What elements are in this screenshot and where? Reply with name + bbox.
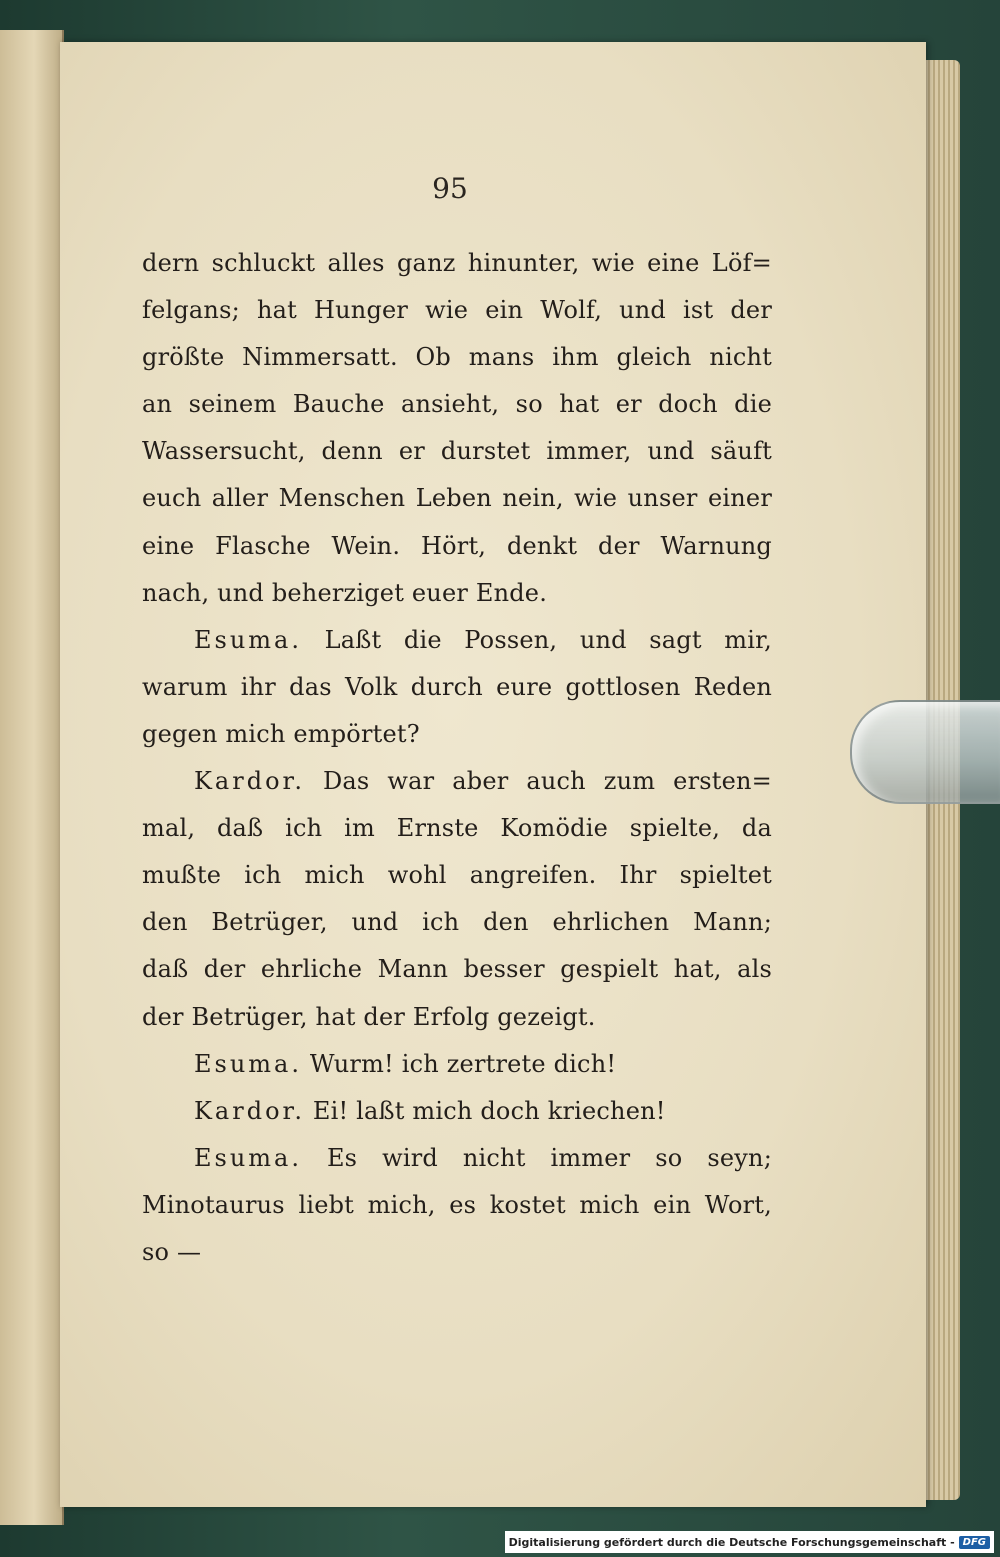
text-line xyxy=(142,758,772,805)
text-line xyxy=(142,570,772,617)
line-text: den Betrüger, und ich den ehrlichen Mann; xyxy=(142,908,772,937)
line-text: dern schluckt alles ganz hinunter, wie eine Löf= xyxy=(142,249,772,277)
line-text: mußte ich mich wohl angreifen. Ihr spieltet xyxy=(142,861,772,890)
line-text: eine Flasche Wein. Hört, denkt der Warnung xyxy=(142,531,772,560)
text-line xyxy=(142,805,772,852)
line-text: felgans; hat Hunger wie ein Wolf, und ist der xyxy=(142,296,772,325)
line-text: nach, und beherziget euer Ende. xyxy=(142,578,548,607)
line-text: Ei! laßt mich doch kriechen! xyxy=(312,1096,666,1125)
text-line xyxy=(142,994,772,1041)
page-clip-icon xyxy=(850,700,1000,804)
speaker-name: Esuma. xyxy=(194,1143,302,1172)
line-text: so — xyxy=(142,1237,202,1266)
line-text: warum ihr das Volk durch eure gottlosen Reden xyxy=(142,672,772,701)
text-line xyxy=(142,617,772,664)
page-text xyxy=(142,240,772,1276)
text-line xyxy=(142,899,772,946)
speaker-name: Kardor. xyxy=(194,1096,305,1125)
line-text: Minotaurus liebt mich, es kostet mich ein Wort, xyxy=(142,1190,772,1219)
text-line xyxy=(142,334,772,381)
speaker-name: Kardor. xyxy=(194,767,305,796)
text-line xyxy=(142,1229,772,1276)
text-line xyxy=(142,475,772,522)
credit-text: Digitalisierung gefördert durch die Deutsche Forschungsgemeinschaft - xyxy=(508,1535,955,1549)
text-line xyxy=(142,711,772,758)
line-text: der Betrüger, hat der Erfolg gezeigt. xyxy=(142,1002,596,1031)
line-text: euch aller Menschen Leben nein, wie unser einer xyxy=(142,484,772,513)
text-line xyxy=(142,1182,772,1229)
text-line xyxy=(142,428,772,475)
line-text: Laßt die Possen, und sagt mir, xyxy=(324,625,772,654)
left-page-edge xyxy=(0,30,64,1525)
line-text: daß der ehrliche Mann besser gespielt hat, als xyxy=(142,955,772,984)
text-line xyxy=(142,1041,772,1088)
line-text: größte Nimmersatt. Ob mans ihm gleich nicht xyxy=(142,343,772,372)
text-line xyxy=(142,240,772,287)
text-line xyxy=(142,287,772,334)
line-text: Wurm! ich zertrete dich! xyxy=(309,1049,617,1078)
line-text: an seinem Bauche ansieht, so hat er doch die xyxy=(142,390,772,419)
line-text: Es wird nicht immer so seyn; xyxy=(326,1143,772,1172)
page-number: 95 xyxy=(432,172,468,205)
text-line xyxy=(142,946,772,993)
speaker-name: Esuma. xyxy=(194,625,302,654)
text-line xyxy=(142,523,772,570)
speaker-name: Esuma. xyxy=(194,1049,302,1078)
text-line xyxy=(142,1135,772,1182)
dfg-logo-icon: DFG xyxy=(959,1536,990,1549)
digitization-credit xyxy=(505,1531,994,1553)
text-line xyxy=(142,1088,772,1135)
line-text: gegen mich empörtet? xyxy=(142,719,420,748)
text-line xyxy=(142,852,772,899)
text-line xyxy=(142,664,772,711)
line-text: Wassersucht, denn er durstet immer, und säuft xyxy=(142,437,772,466)
line-text: mal, daß ich im Ernste Komödie spielte, da xyxy=(142,814,772,843)
text-line xyxy=(142,381,772,428)
line-text: Das war aber auch zum ersten= xyxy=(322,767,772,796)
